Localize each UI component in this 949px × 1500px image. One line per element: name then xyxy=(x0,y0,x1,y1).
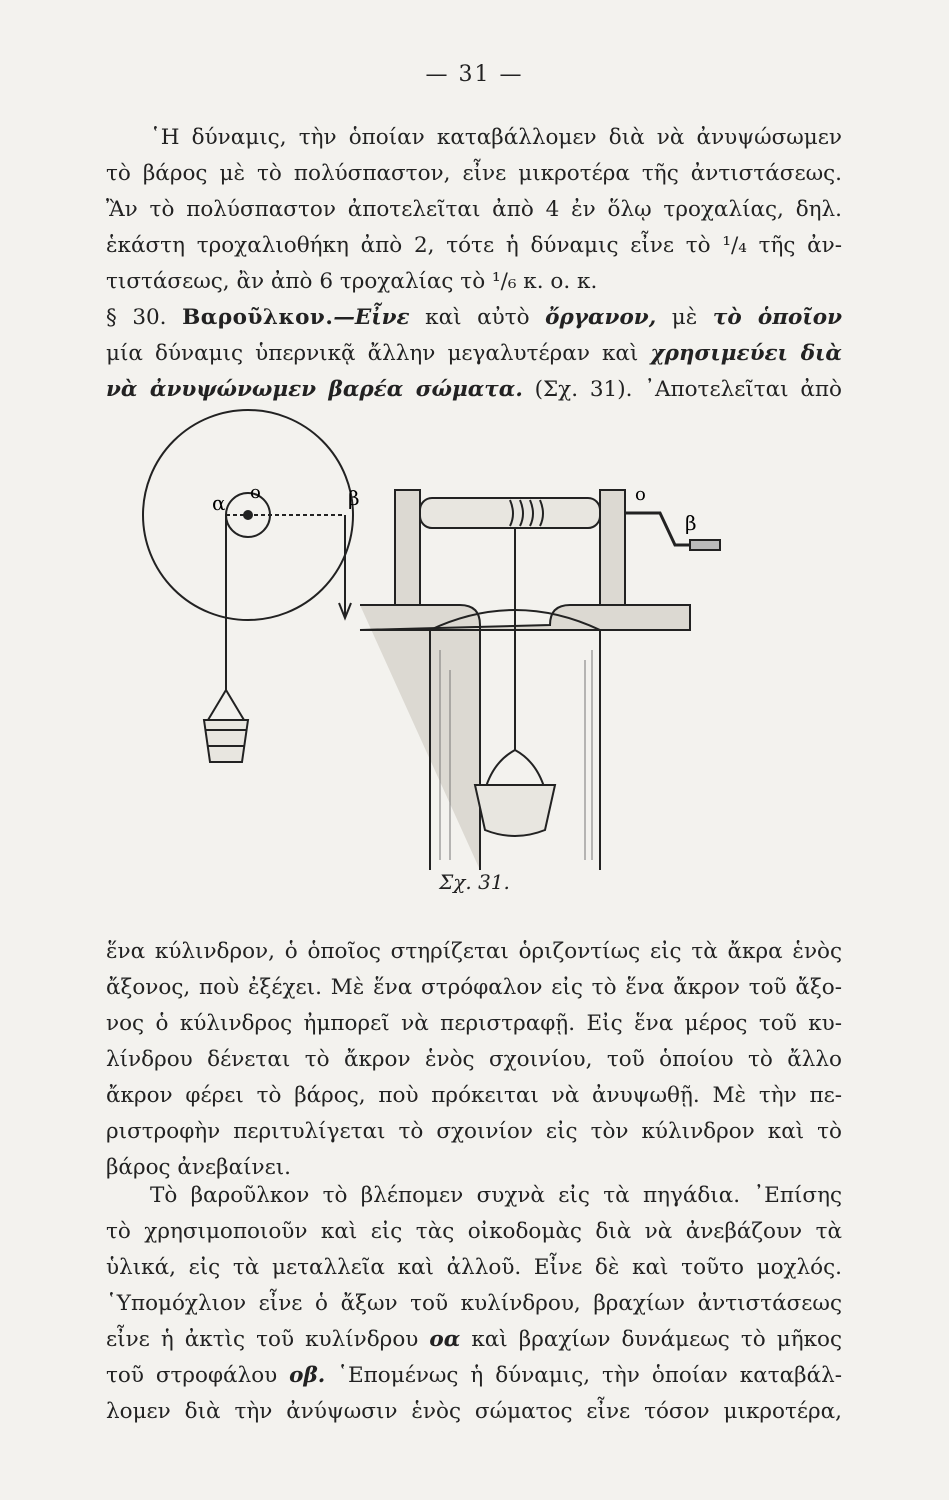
page-number: — 31 — xyxy=(425,62,524,87)
text-run: εἶνε ἡ ἀκτὶς τοῦ κυλίνδρου xyxy=(106,1327,430,1352)
text-run: μὲ xyxy=(656,305,713,330)
text-run: (Σχ. 31). ᾿Αποτελεῖται ἀπὸ xyxy=(522,377,842,402)
text-run: καὶ αὐτὸ xyxy=(409,305,546,330)
section-title: Βαροῦλκον. xyxy=(182,305,334,330)
paragraph-pulley-force xyxy=(106,120,842,300)
text-line: ἕνα κύλινδρον, ὁ ὁποῖος στηρίζεται ὁριζοντίως εἰς τὰ ἄκρα ἑνὸς xyxy=(106,939,842,964)
text-line: ἄξονος, ποὺ ἐξέχει. Μὲ ἕνα στρόφαλον εἰς τὸ ἕνα ἄκρον τοῦ ἄξο- xyxy=(106,975,842,1000)
text-line: ῾Η δύναμις, τὴν ὁποίαν καταβάλλομεν διὰ νὰ ἀνυψώσωμεν xyxy=(150,125,842,150)
text-line: λίνδρου δένεται τὸ ἄκρον ἑνὸς σχοινίου, τοῦ ὁποίου τὸ ἄλλο xyxy=(106,1047,842,1072)
text-run: καὶ βραχίων δυνάμεως τὸ μῆκος xyxy=(460,1327,842,1352)
label-beta: β xyxy=(348,486,360,510)
text-line: Τὸ βαροῦλκον τὸ βλέπομεν συχνὰ εἰς τὰ πηγάδια. ᾿Επίσης xyxy=(150,1183,842,1208)
text-run: ῾Επομένως ἡ δύναμις, τὴν ὁποίαν καταβάλ- xyxy=(325,1363,842,1388)
paragraph-windlass-uses xyxy=(106,1178,842,1430)
text-line: βάρος ἀνεβαίνει. xyxy=(106,1155,291,1180)
emphasis-text: οα xyxy=(429,1327,461,1352)
text-line: τὸ βάρος μὲ τὸ πολύσπαστον, εἶνε μικροτέρα τῆς ἀντιστάσεως. xyxy=(106,161,842,186)
crank-grip xyxy=(690,540,720,550)
text-line: ἑκάστη τροχαλιοθήκη ἀπὸ 2, τότε ἡ δύναμις εἶνε τὸ ¹/₄ τῆς ἀν- xyxy=(106,233,842,258)
paragraph-windlass-description xyxy=(106,934,842,1186)
text-line: ριστροφὴν περιτυλίγεται τὸ σχοινίον εἰς τὸν κύλινδρον καὶ τὸ xyxy=(106,1119,842,1144)
text-line: λομεν διὰ τὴν ἀνύψωσιν ἑνὸς σώματος εἶνε τόσον μικροτέρα, xyxy=(106,1399,842,1424)
bucket-handle xyxy=(208,690,244,720)
label-beta-right: β xyxy=(685,511,697,535)
windlass-figure xyxy=(130,390,770,890)
text-run: μία δύναμις ὑπερνικᾷ ἄλλην μεγαλυτέραν καὶ xyxy=(106,341,651,366)
text-line: ἄκρον φέρει τὸ βάρος, ποὺ πρόκειται νὰ ἀνυψωθῇ. Μὲ τὴν πε- xyxy=(106,1083,842,1108)
text-line: ῾Υπομόχλιον εἶνε ὁ ἄξων τοῦ κυλίνδρου, βραχίων ἀντιστάσεως xyxy=(106,1291,842,1316)
emphasis-text: νὰ ἀνυψώνωμεν βαρέα σώματα. xyxy=(106,377,523,402)
label-omicron: ο xyxy=(250,482,261,503)
label-alpha: α xyxy=(212,491,226,515)
text-line xyxy=(106,336,842,372)
text-line: τὸ χρησιμοποιοῦν καὶ εἰς τὰς οἰκοδομὰς διὰ νὰ ἀνεβάζουν τὰ xyxy=(106,1219,842,1244)
section-heading-line xyxy=(106,300,842,336)
emphasis-text: —Εἶνε xyxy=(333,305,410,330)
well-bucket xyxy=(475,785,555,836)
text-line: τιστάσεως, ἂν ἀπὸ 6 τροχαλίας τὸ ¹/₆ κ. ο. κ. xyxy=(106,269,598,294)
emphasis-text: τὸ ὁποῖον xyxy=(712,305,842,330)
emphasis-text: ὄργανον, xyxy=(545,305,657,330)
emphasis-text: χρησιμεύει διὰ xyxy=(650,341,842,366)
text-line: νος ὁ κύλινδρος ἠμπορεῖ νὰ περιστραφῇ. Εἰς ἕνα μέρος τοῦ κυ- xyxy=(106,1011,842,1036)
text-line xyxy=(106,1358,842,1394)
text-run: τοῦ στροφάλου xyxy=(106,1363,290,1388)
emphasis-text: οβ. xyxy=(289,1363,326,1388)
text-line: Ἂν τὸ πολύσπαστον ἀποτελεῖται ἀπὸ 4 ἐν ὅλῳ τροχαλίας, δηλ. xyxy=(106,197,842,222)
label-omicron-right: ο xyxy=(635,484,646,505)
section-number: § 30. xyxy=(106,305,167,330)
text-line xyxy=(106,1322,842,1358)
text-line: ὑλικά, εἰς τὰ μεταλλεῖα καὶ ἀλλοῦ. Εἶνε δὲ καὶ τοῦτο μοχλός. xyxy=(106,1255,842,1280)
left-bucket xyxy=(204,720,248,762)
figure-caption: Σχ. 31. xyxy=(439,870,510,894)
